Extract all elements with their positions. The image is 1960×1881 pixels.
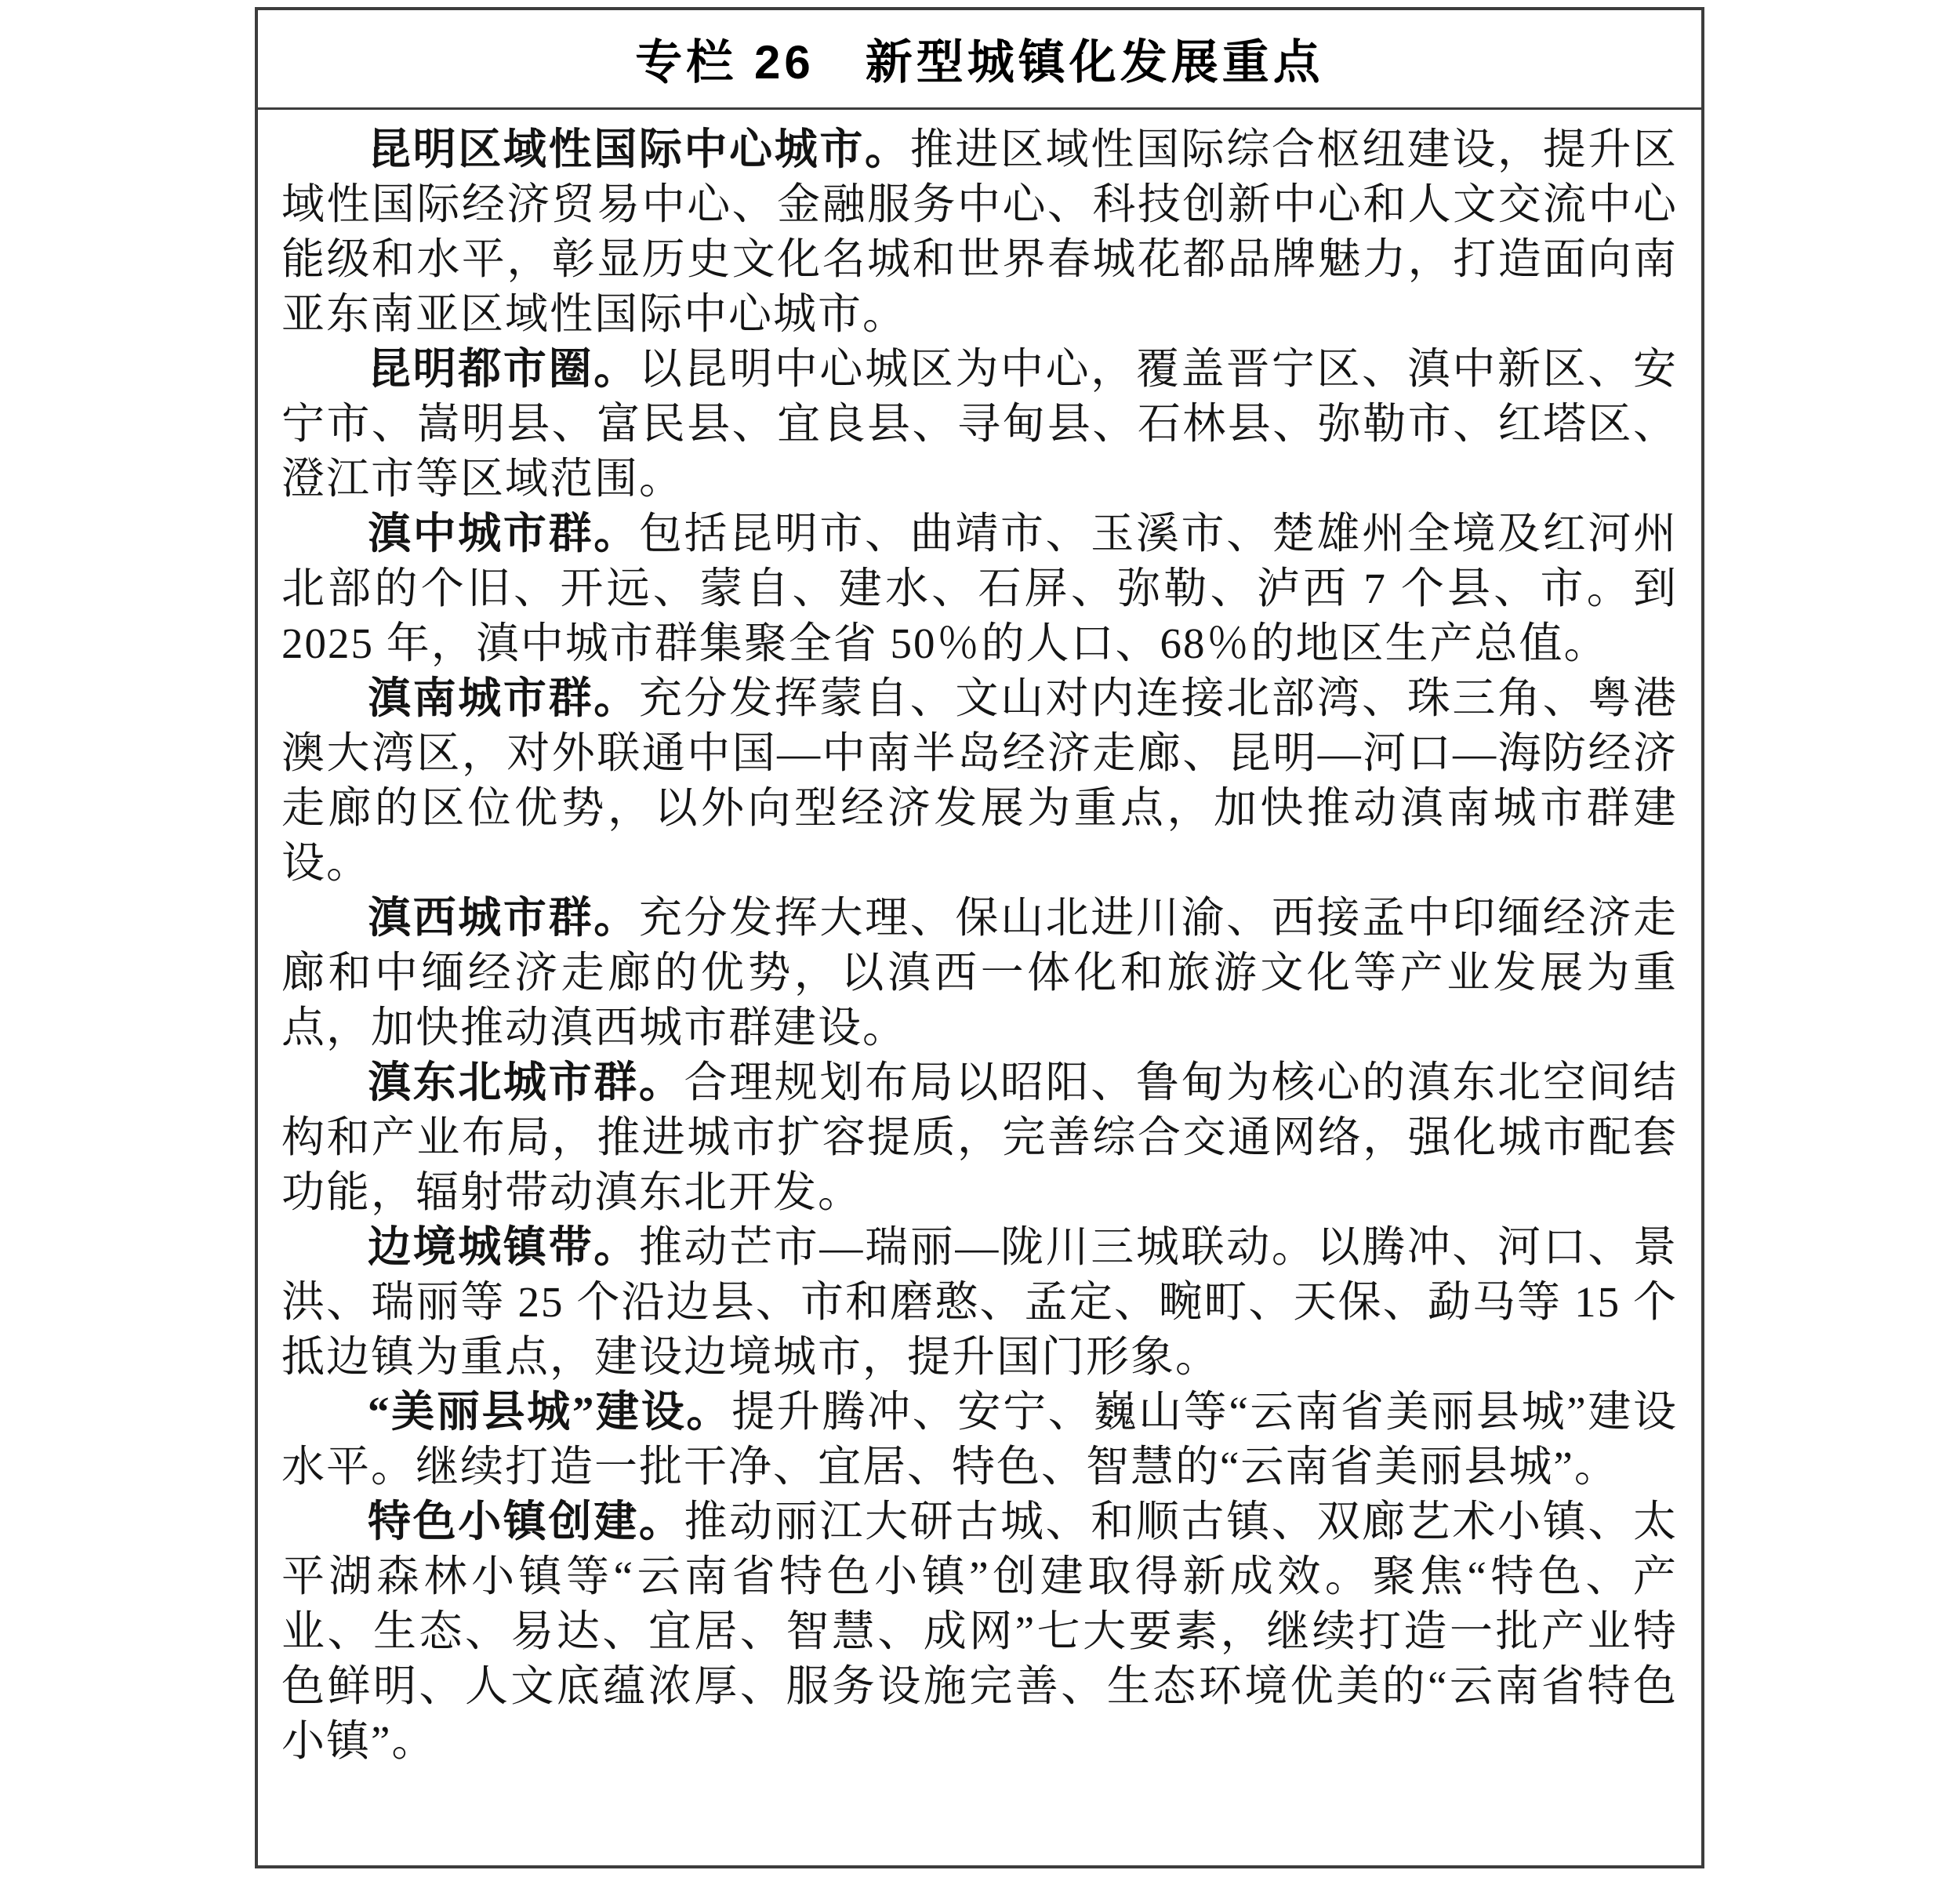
paragraph [281,891,1678,1055]
paragraph [281,1494,1678,1769]
page-title: 专栏 26 新型城镇化发展重点 [635,36,1324,89]
paragraph-lead: 滇南城市群。 [368,674,639,722]
paragraph-body: 推动芒市—瑞丽—陇川三城联动。以腾冲、河口、景洪、瑞丽等 25 个沿边县、市和磨憨、孟定、畹町、天保、勐马等 15 个抵边镇为重点，建设边境城市，提升国门形象。 [281,1223,1678,1381]
paragraph-lead: 滇中城市群。 [368,510,639,557]
paragraph [281,1220,1678,1385]
paragraph-body: 以昆明中心城区为中心，覆盖晋宁区、滇中新区、安宁市、嵩明县、富民县、宜良县、寻甸县、石林县、弥勒市、红塔区、澄江市等区域范围。 [281,345,1678,503]
paragraph-lead: 滇东北城市群。 [368,1059,684,1106]
paragraph-body: 充分发挥蒙自、文山对内连接北部湾、珠三角、粤港澳大湾区，对外联通中国—中南半岛经济走廊、昆明—河口—海防经济走廊的区位优势，以外向型经济发展为重点，加快推动滇南城市群建设。 [281,674,1678,887]
paragraph-lead: 特色小镇创建。 [368,1498,684,1545]
paragraph [281,342,1678,507]
paragraph [281,122,1678,342]
column-box-body [258,110,1701,1769]
paragraph-lead: 昆明区域性国际中心城市。 [368,125,910,173]
paragraph [281,671,1678,891]
column-box [255,7,1704,1868]
paragraph-body: 包括昆明市、曲靖市、玉溪市、楚雄州全境及红河州北部的个旧、开远、蒙自、建水、石屏、弥勒、泸西 7 个县、市。到 2025 年，滇中城市群集聚全省 50％的人口、68％的地区生产总值。 [281,510,1678,667]
paragraph-lead: 昆明都市圈。 [368,345,639,393]
paragraph [281,1055,1678,1220]
paragraph-lead: 滇西城市群。 [368,894,639,942]
column-box-header [258,10,1701,110]
paragraph-body: 推进区域性国际综合枢纽建设，提升区域性国际经济贸易中心、金融服务中心、科技创新中心和人文交流中心能级和水平，彰显历史文化名城和世界春城花都品牌魅力，打造面向南亚东南亚区域性国际中心城市。 [281,125,1678,338]
paragraph [281,507,1678,671]
paragraph-lead: “美丽县城”建设。 [368,1388,732,1436]
paragraph-body: 充分发挥大理、保山北进川渝、西接孟中印缅经济走廊和中缅经济走廊的优势，以滇西一体化和旅游文化等产业发展为重点，加快推动滇西城市群建设。 [281,894,1678,1051]
paragraph-lead: 边境城镇带。 [368,1223,639,1271]
paragraph-body: 合理规划布局以昭阳、鲁甸为核心的滇东北空间结构和产业布局，推进城市扩容提质，完善综合交通网络，强化城市配套功能，辐射带动滇东北开发。 [281,1059,1678,1216]
paragraph-body: 提升腾冲、安宁、巍山等“云南省美丽县城”建设水平。继续打造一批干净、宜居、特色、智慧的“云南省美丽县城”。 [281,1388,1678,1491]
paragraph-body: 推动丽江大研古城、和顺古镇、双廊艺术小镇、太平湖森林小镇等“云南省特色小镇”创建取得新成效。聚焦“特色、产业、生态、易达、宜居、智慧、成网”七大要素，继续打造一批产业特色鲜明、人文底蕴浓厚、服务设施完善、生态环境优美的“云南省特色小镇”。 [281,1498,1678,1765]
paragraph [281,1385,1678,1494]
